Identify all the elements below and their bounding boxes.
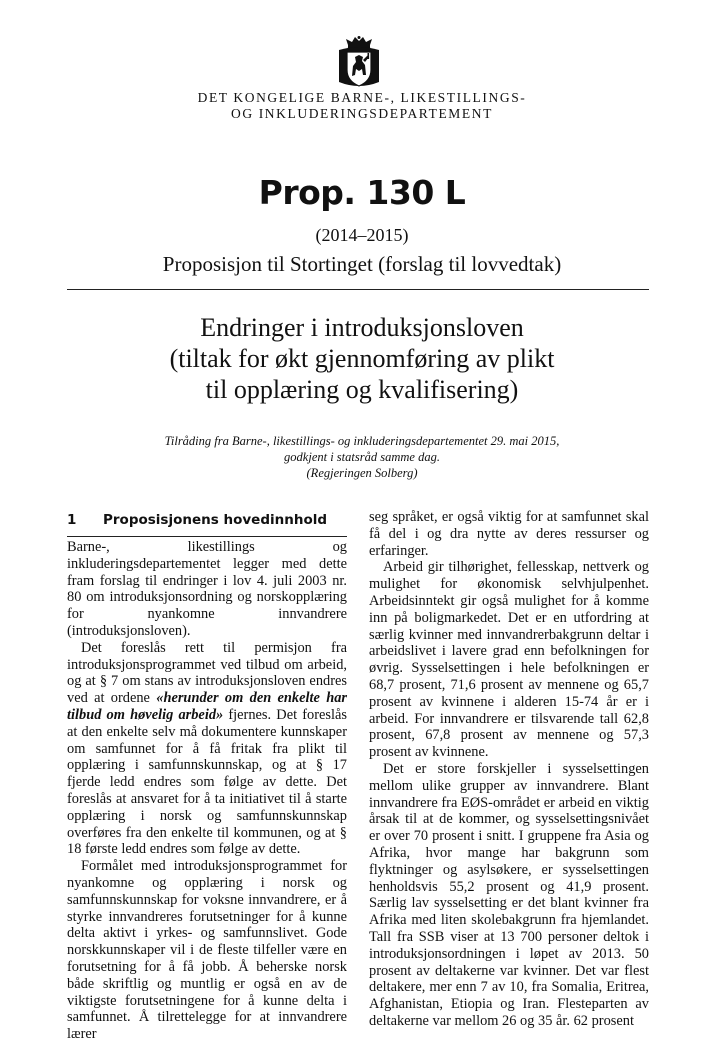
recommendation-line-3: (Regjeringen Solberg) <box>306 466 418 480</box>
ministry-name-line-2: OG INKLUDERINGSDEPARTEMENT <box>231 106 493 121</box>
recommendation-line-1: Tilråding fra Barne-, likestillings- og inkluderingsdepartementet 29. mai 2015, <box>164 434 560 448</box>
section-number: 1 <box>67 512 77 528</box>
document-title-line-3: til opplæring og kvalifisering) <box>205 375 519 404</box>
document-title-line-2: (tiltak for økt gjennomføring av plikt <box>169 344 555 373</box>
document-title-line-1: Endringer i introduksjonsloven <box>200 313 524 342</box>
paragraph-text: Det foreslås rett til permisjon fra introduksjonsprogrammet ved tilbud om arbeid, og at § 7 om stans av introduksjonsloven endres ved at ordene <box>67 639 347 707</box>
document-type: Proposisjon til Stortinget (forslag til lovvedtak) <box>162 252 562 276</box>
paragraph: Barne-, likestillings og inkluderingsdepartementet legger med dette fram forslag til endringer i lov 4. juli 2003 nr. 80 om introduksjonsordning og norskopplæring for nyankomne innvandrere (introduksjonsloven). <box>67 539 347 639</box>
paragraph: seg språket, er også viktig for at samfunnet skal få del i og dra nytte av deres ressurser og erfaringer. <box>369 509 649 559</box>
section-divider <box>67 536 347 537</box>
paragraph <box>67 640 347 858</box>
proposition-number: Prop. 130 L <box>258 173 466 212</box>
body-column-right <box>369 509 649 1030</box>
body-column-left <box>67 539 347 1043</box>
section-heading <box>67 512 347 528</box>
paragraph: Formålet med introduksjonsprogrammet for nyankomne og opplæring i norsk og samfunnskunnskap for voksne innvandrere, er å styrke innvandreres forutsetninger for å kunne delta aktivt i yrkes- og samfunnslivet. Gode norskkunnskaper vil i de fleste tilfeller være en forutsetning for å få jobb. Å beherske norsk både skriftlig og muntlig er også en av de viktigste forutsetningene for å kunne delta i samfunnet. Å tilrettelegge for at innvandrere lærer <box>67 858 347 1043</box>
paragraph: Det er store forskjeller i sysselsettingen mellom ulike grupper av innvandrere. Blant innvandrere fra EØS-området er arbeid en viktig årsak til at de kommer, og sysselsettingsnivået er over 70 prosent i snitt. I gruppene fra Asia og Afrika, hvor mange har bakgrunn som flyktninger og asylsøkere, er sysselsettingen henholdsvis 55,2 prosent og 41,9 prosent. Særlig lav sysselsetting er det blant kvinner fra Afrika med liten skolebakgrunn fra hjemlandet. Tall fra SSB viser at 13 700 personer deltok i introduksjonsordningen i løpet av 2013. 50 prosent av deltakerne var kvinner. Det var flest deltakere, mer enn 7 av 10, fra Somalia, Eritrea, Afghanistan, Etiopia og Iran. Flesteparten av deltakerne var mellom 26 og 35 år. 62 prosent <box>369 760 649 1029</box>
header-divider <box>67 289 649 290</box>
section-title: Proposisjonens hovedinnhold <box>103 512 328 528</box>
ministry-name-line-1: DET KONGELIGE BARNE-, LIKESTILLINGS- <box>197 90 527 105</box>
quoted-phrase: «herunder om den enkelte har tilbud om høvelig arbeid» <box>67 690 347 723</box>
paragraph: Arbeid gir tilhørighet, fellesskap, nettverk og mulighet for økonomisk selvhjulpenhet. Arbeidsinntekt gir også mulighet for å komme inn på boligmarkedet. Det er en utfordring at særlig kvinner med innvandrerbakgrunn deltar i arbeidslivet i lavere grad enn befolkningen for øvrig. Sysselsettingen i hele befolkningen er 68,7 prosent, 71,6 prosent av mennene og 65,7 prosent av kvinnene i alderen 15-74 år er i arbeid. For innvandrere er tilsvarende tall 62,8 prosent, 67,8 prosent av mennene og 57,3 prosent av kvinnene. <box>369 559 649 761</box>
norwegian-coat-of-arms-icon <box>332 36 386 90</box>
session-years: (2014–2015) <box>315 225 409 245</box>
recommendation-line-2: godkjent i statsråd samme dag. <box>284 450 440 464</box>
paragraph-text: fjernes. Det foreslås at den enkelte selv må dokumentere kunnskaper om samfunnet for å få fritak fra plikt til opplæring i samfunnskunnskap, og at § 17 fjerde ledd endres som følge av dette. Det foreslås at ansvaret for å ta initiativet til å starte opplæring i norsk og samfunnskunnskap overføres fra den enkelte til kommunen, og at § 18 første ledd endres som følge av dette. <box>67 706 347 858</box>
